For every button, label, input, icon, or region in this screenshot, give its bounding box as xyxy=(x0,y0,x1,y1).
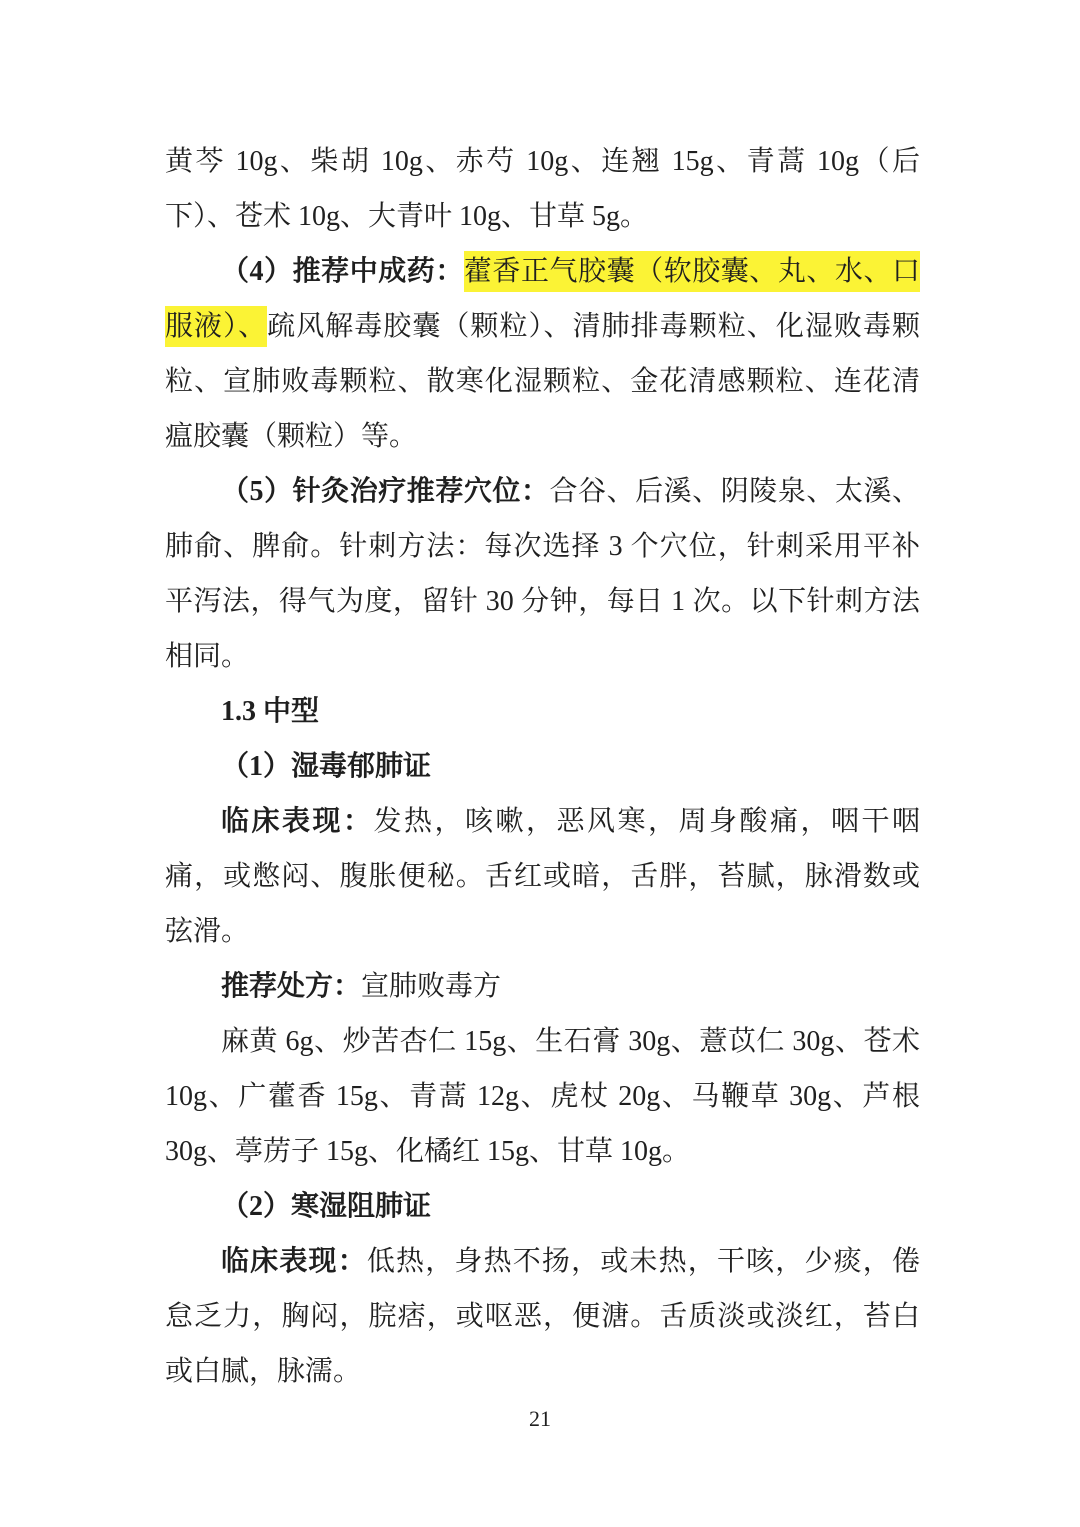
paragraph xyxy=(165,134,920,244)
paragraph xyxy=(165,684,920,739)
bold-label: 1.3 中型 xyxy=(221,696,320,727)
bold-label: （2）寒湿阻肺证 xyxy=(221,1191,432,1222)
paragraph xyxy=(165,1014,920,1179)
text-segment: 宣肺败毒方 xyxy=(361,971,502,1002)
text-segment: 发热，咳嗽，恶风寒，周身酸痛，咽干咽痛，或憋闷、腹胀便秘。舌红或暗，舌胖，苔腻，脉滑数或弦滑。 xyxy=(165,806,920,947)
page-number: 21 xyxy=(529,1406,551,1431)
paragraph xyxy=(165,794,920,959)
document-body xyxy=(165,134,920,1399)
text-segment: 麻黄 6g、炒苦杏仁 15g、生石膏 30g、薏苡仁 30g、苍术 10g、广藿香 15g、青蒿 12g、虎杖 20g、马鞭草 30g、芦根 30g、葶苈子 15g、化橘红 15g、甘草 10g。 xyxy=(165,1026,920,1167)
bold-label: 临床表现： xyxy=(221,806,374,837)
bold-label: 推荐处方： xyxy=(221,971,362,1002)
text-segment: 合谷、后溪、阴陵泉、太溪、肺俞、脾俞。针刺方法：每次选择 3 个穴位，针刺采用平补平泻法，得气为度，留针 30 分钟，每日 1 次。以下针刺方法相同。 xyxy=(165,476,920,672)
bold-label: （4）推荐中成药： xyxy=(221,256,464,287)
text-segment: 疏风解毒胶囊（颗粒）、清肺排毒颗粒、化湿败毒颗粒、宣肺败毒颗粒、散寒化湿颗粒、金花清感颗粒、连花清瘟胶囊（颗粒）等。 xyxy=(165,311,920,452)
paragraph xyxy=(165,739,920,794)
highlighted-text: 藿香正气胶囊（软胶囊、丸、水、口服液）、 xyxy=(165,251,920,347)
paragraph xyxy=(165,244,920,464)
paragraph xyxy=(165,1179,920,1234)
page-footer xyxy=(0,1404,1080,1434)
paragraph xyxy=(165,959,920,1014)
bold-label: （1）湿毒郁肺证 xyxy=(221,751,432,782)
paragraph xyxy=(165,464,920,684)
bold-label: （5）针灸治疗推荐穴位： xyxy=(221,476,550,507)
text-segment: 黄芩 10g、柴胡 10g、赤芍 10g、连翘 15g、青蒿 10g（后下）、苍术 10g、大青叶 10g、甘草 5g。 xyxy=(165,146,920,232)
bold-label: 临床表现： xyxy=(221,1246,367,1277)
text-segment: 低热，身热不扬，或未热，干咳，少痰，倦怠乏力，胸闷，脘痞，或呕恶，便溏。舌质淡或淡红，苔白或白腻，脉濡。 xyxy=(165,1246,920,1387)
paragraph xyxy=(165,1234,920,1399)
